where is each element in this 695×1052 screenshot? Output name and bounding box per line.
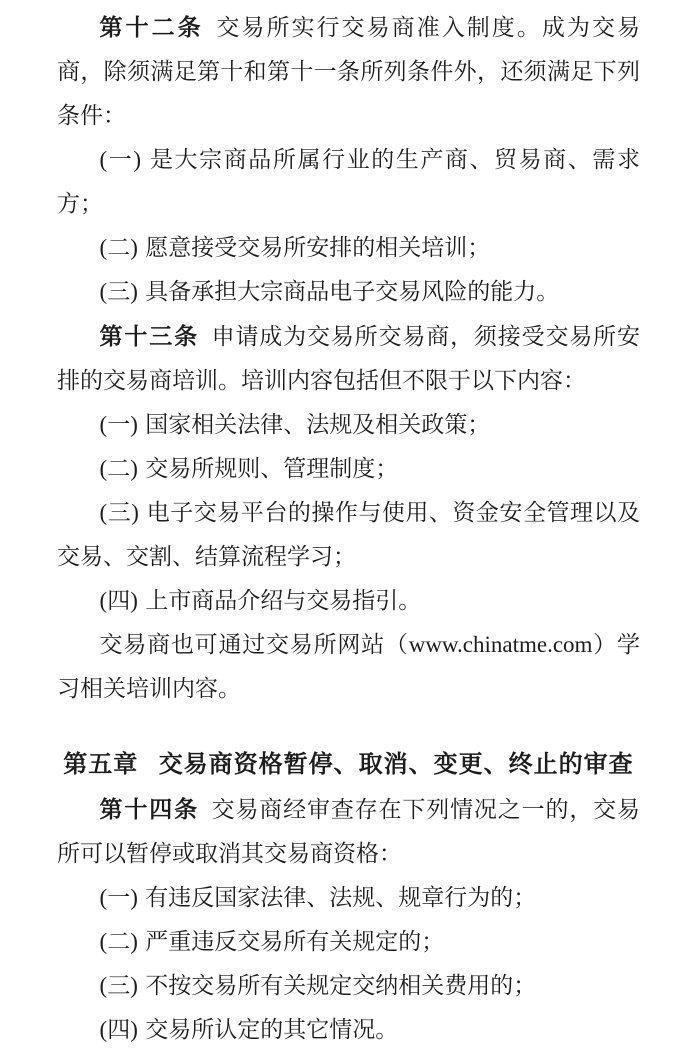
block-text: 交易所认定的其它情况。 (145, 1017, 399, 1042)
list-item (57, 403, 640, 447)
block-text: 国家相关法律、法规及相关政策； (145, 412, 491, 437)
block-text: 上市商品介绍与交易指引。 (145, 588, 422, 613)
list-item (57, 876, 640, 920)
block-text: 严重违反交易所有关规定的； (145, 929, 445, 954)
list-item (57, 270, 640, 314)
item-number: (一) (99, 412, 138, 437)
article-paragraph (57, 314, 640, 403)
block-text: 是大宗商品所属行业的生产商、贸易商、需求方； (57, 147, 640, 216)
item-number: (四) (99, 588, 138, 613)
list-item (57, 447, 640, 491)
list-item (57, 964, 640, 1008)
block-text: 交易商经审查存在下列情况之一的，交易所可以暂停或取消其交易商资格： (57, 797, 641, 866)
article-number: 第十三条 (99, 323, 199, 349)
block-text: 交易所规则、管理制度； (145, 456, 399, 481)
block-text: 交易商资格暂停、取消、变更、终止的审查 (158, 751, 634, 778)
chapter-heading (57, 743, 640, 787)
item-number: (一) (99, 147, 142, 172)
list-item (57, 920, 640, 964)
article-paragraph (57, 5, 640, 138)
item-number: (二) (99, 235, 138, 260)
block-text: 有违反国家法律、法规、规章行为的； (145, 885, 537, 910)
block-text: 不按交易所有关规定交纳相关费用的； (145, 973, 537, 998)
block-text: 具备承担大宗商品电子交易风险的能力。 (145, 279, 560, 304)
list-item (57, 579, 640, 623)
item-number: (三) (99, 279, 138, 304)
item-number: (三) (99, 500, 139, 525)
block-text: 申请成为交易所交易商，须接受交易所安排的交易商培训。培训内容包括但不限于以下内容： (57, 324, 641, 393)
item-number: (四) (99, 1017, 138, 1042)
article-number: 第十二条 (99, 14, 204, 40)
item-number: (二) (99, 456, 138, 481)
list-item (57, 491, 640, 579)
article-number: 第十四条 (99, 796, 199, 822)
list-item (57, 138, 640, 226)
chapter-number: 第五章 (63, 751, 139, 778)
body-paragraph (57, 623, 640, 711)
item-number: (三) (99, 973, 138, 998)
block-text: 愿意接受交易所安排的相关培训； (145, 235, 491, 260)
article-paragraph (57, 787, 640, 876)
block-text: 交易商也可通过交易所网站（www.chinatme.com）学习相关培训内容。 (57, 632, 640, 701)
item-number: (二) (99, 929, 138, 954)
list-item (57, 1008, 640, 1052)
item-number: (一) (99, 885, 138, 910)
block-text: 交易所实行交易商准入制度。成为交易商，除须满足第十和第十一条所列条件外，还须满足下列条件： (57, 15, 641, 128)
block-text: 电子交易平台的操作与使用、资金安全管理以及交易、交割、结算流程学习； (57, 500, 640, 569)
list-item (57, 226, 640, 270)
